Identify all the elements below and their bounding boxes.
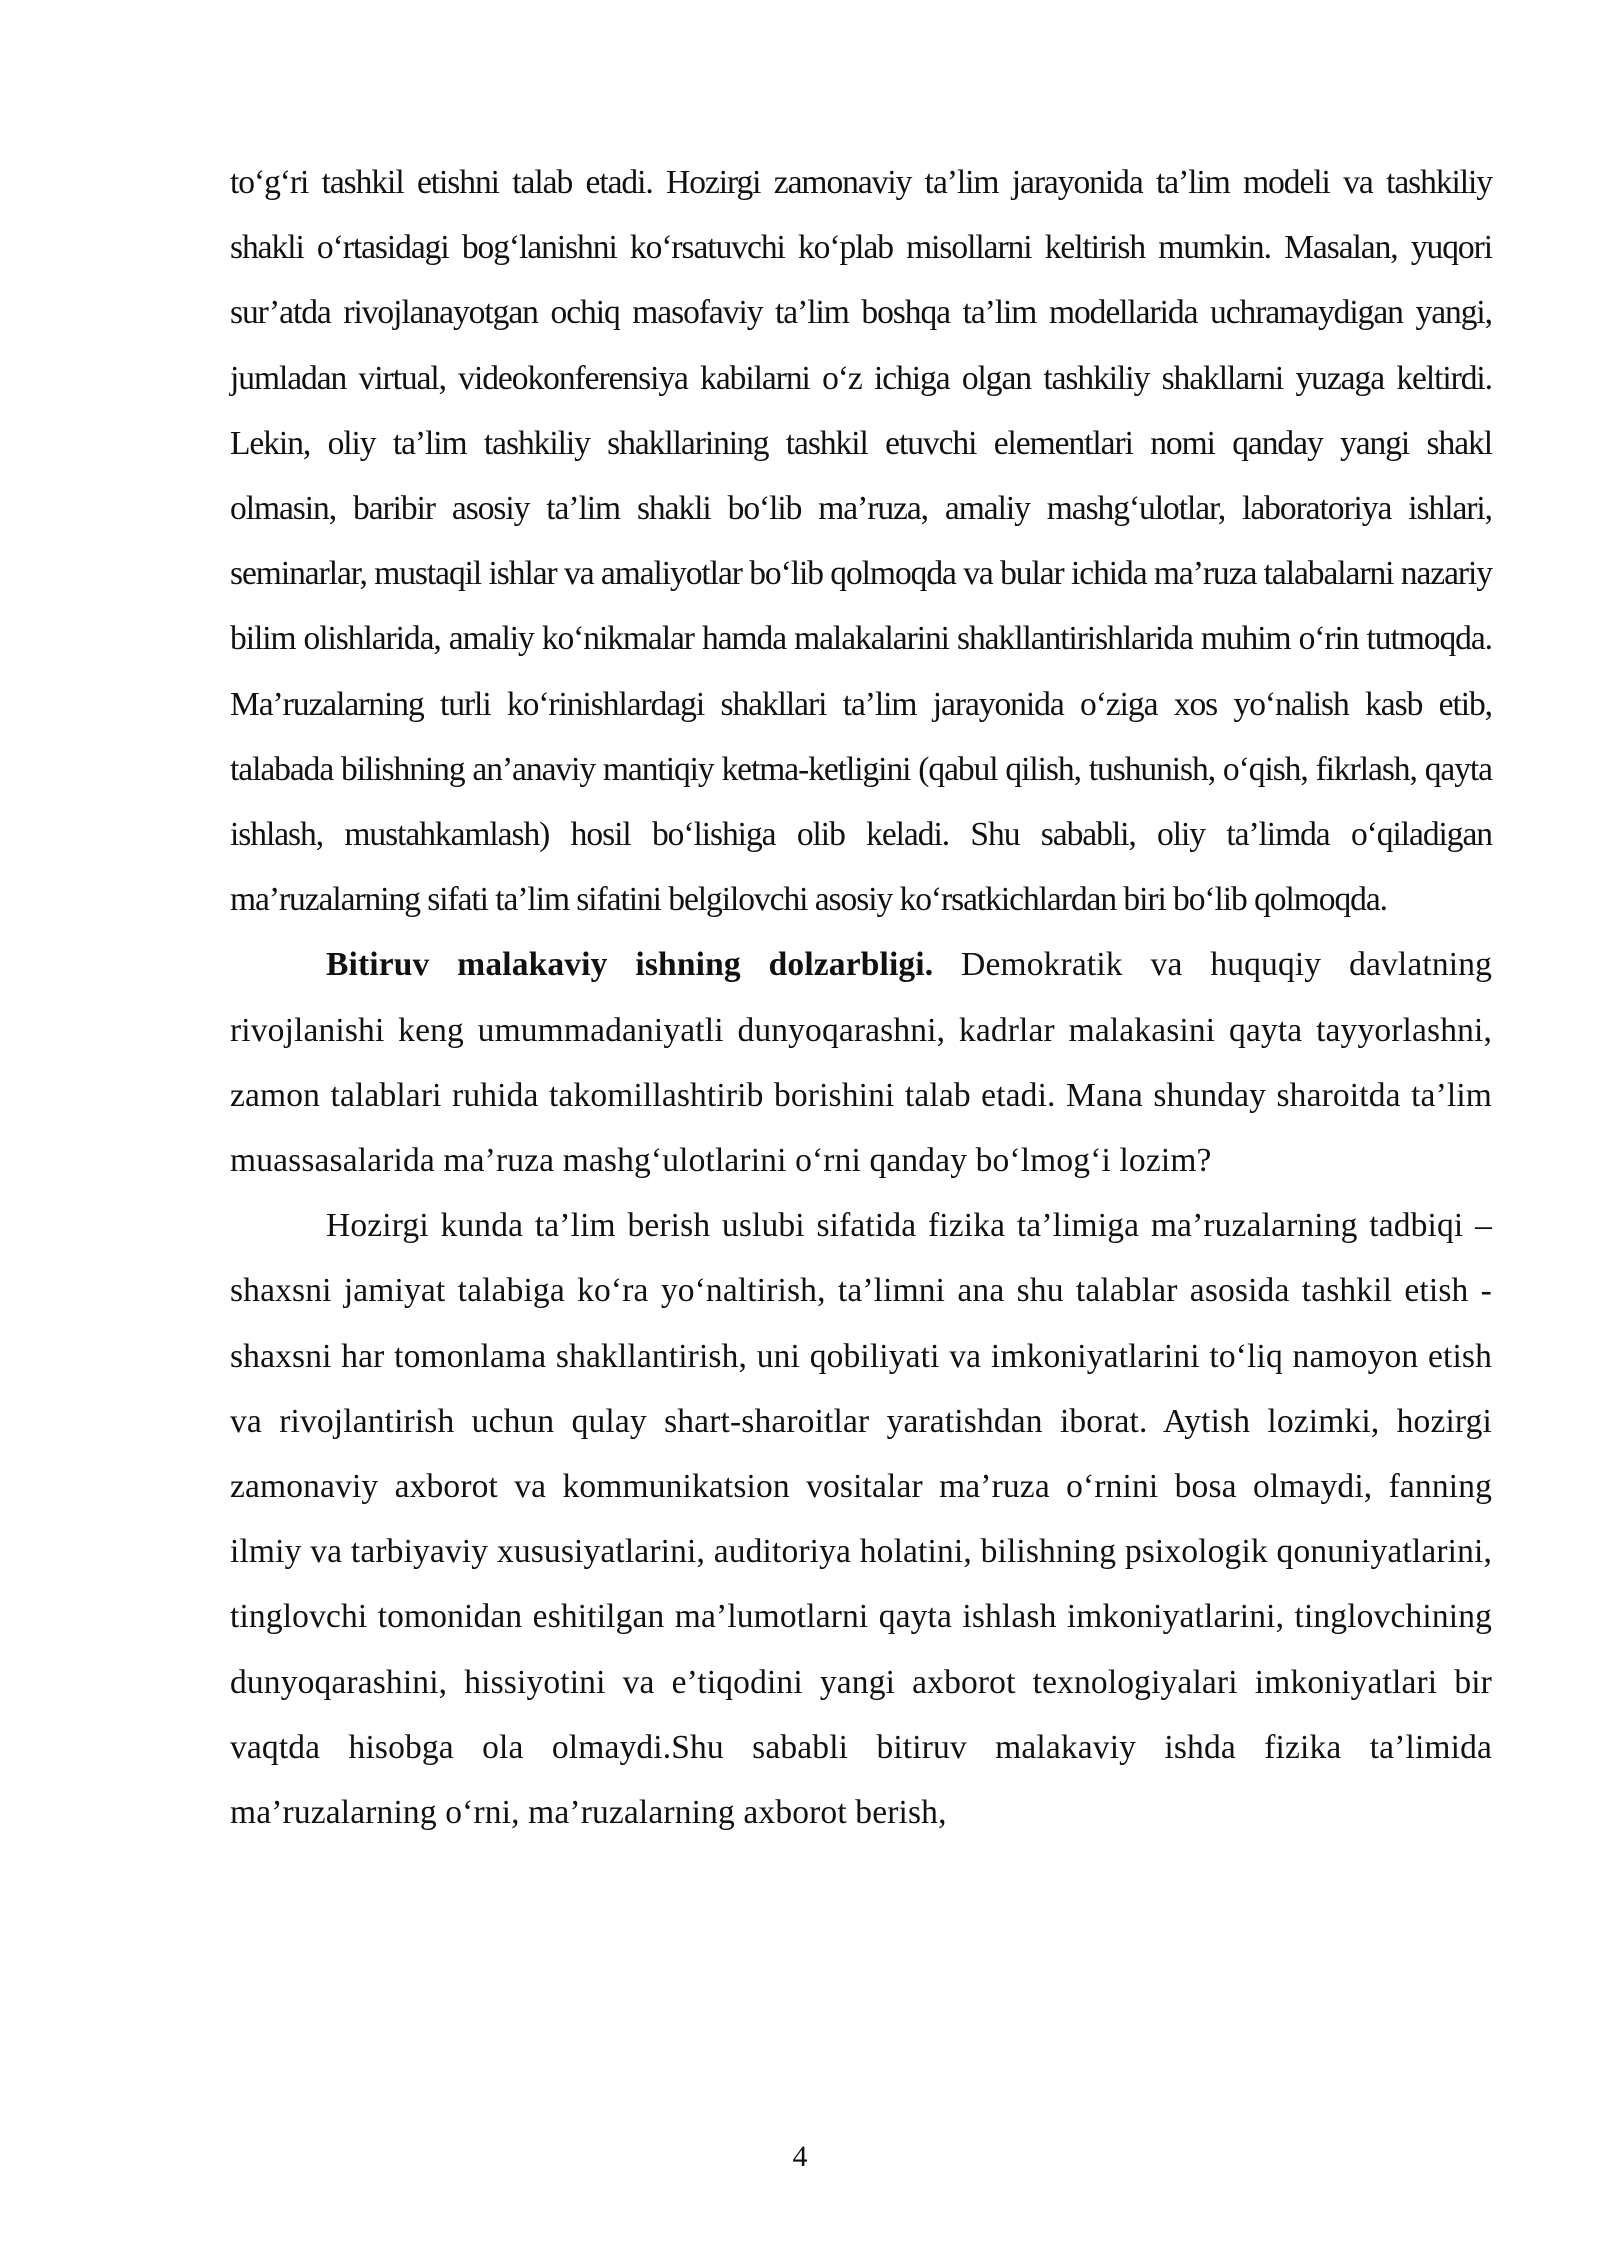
paragraph-relevance — [230, 932, 1492, 1193]
paragraph-text: Demokratik va huquqiy davlatning rivojlanishi keng umummadaniyatli dunyoqarashni, kadrlar malakasini qayta tayyorlashni, zamon talablari ruhida takomillashtirib borishini talab etadi. Mana shunday sharoitda ta’lim muassasalarida ma’ruza mashg‘ulotlarini o‘rni qanday bo‘lmog‘i lozim? — [230, 946, 1492, 1180]
paragraph-physics-lectures — [230, 1193, 1492, 1845]
section-heading: Bitiruv malakaviy ishning dolzarbligi. — [326, 946, 934, 984]
page-content — [230, 150, 1492, 1845]
paragraph-lecture-forms — [230, 150, 1492, 932]
paragraph-text: to‘g‘ri tashkil etishni talab etadi. Hozirgi zamonaviy ta’lim jarayonida ta’lim modeli va tashkiliy shakli o‘rtasidagi bog‘lanishni ko‘rsatuvchi ko‘plab misollarni keltirish mumkin. Masalan, yuqori sur’atda rivojlanayotgan ochiq masofaviy ta’lim boshqa ta’lim modellarida uchramaydigan yangi, jumladan virtual, videokonferensiya kabilarni o‘z ichiga olgan tashkiliy shakllarni yuzaga keltirdi. Lekin, oliy ta’lim tashkiliy shakllarining tashkil etuvchi elementlari nomi qanday yangi shakl olmasin, baribir asosiy ta’lim shakli bo‘lib ma’ruza, amaliy mashg‘ulotlar, laboratoriya ishlari, seminarlar, mustaqil ishlar va amaliyotlar bo‘lib qolmoqda va bular ichida ma’ruza talabalarni nazariy bilim olishlarida, amaliy ko‘nikmalar hamda malakalarini shakllantirishlarida muhim o‘rin tutmoqda. Ma’ruzalarning turli ko‘rinishlardagi shakllari ta’lim jarayonida o‘ziga xos yo‘nalish kasb etib, talabada bilishning an’anaviy mantiqiy ketma-ketligini (qabul qilish, tushunish, o‘qish, fikrlash, qayta ishlash, mustahkamlash) hosil bo‘lishiga olib keladi. Shu sababli, oliy ta’limda o‘qiladigan ma’ruzalarning sifati ta’lim sifatini belgilovchi asosiy ko‘rsatkichlardan biri bo‘lib qolmoqda. — [230, 164, 1492, 919]
paragraph-text: Hozirgi kunda ta’lim berish uslubi sifatida fizika ta’limiga ma’ruzalarning tadbiqi – shaxsni jamiyat talabiga ko‘ra yo‘naltirish, ta’limni ana shu talablar asosida tashkil etish - shaxsni har tomonlama shakllantirish, uni qobiliyati va imkoniyatlarini to‘liq namoyon etish va rivojlantirish uchun qulay shart-sharoitlar yaratishdan iborat. Aytish lozimki, hozirgi zamonaviy axborot va kommunikatsion vositalar ma’ruza o‘rnini bosa olmaydi, fanning ilmiy va tarbiyaviy xususiyatlarini, auditoriya holatini, bilishning psixologik qonuniyatlarini, tinglovchi tomonidan eshitilgan ma’lumotlarni qayta ishlash imkoniyatlarini, tinglovchining dunyoqarashini, hissiyotini va e’tiqodini yangi axborot texnologiyalari imkoniyatlari bir vaqtda hisobga ola olmaydi.Shu sababli bitiruv malakaviy ishda fizika ta’limida ma’ruzalarning o‘rni, ma’ruzalarning axborot berish, — [230, 1207, 1492, 1832]
page-number: 4 — [792, 2140, 808, 2173]
